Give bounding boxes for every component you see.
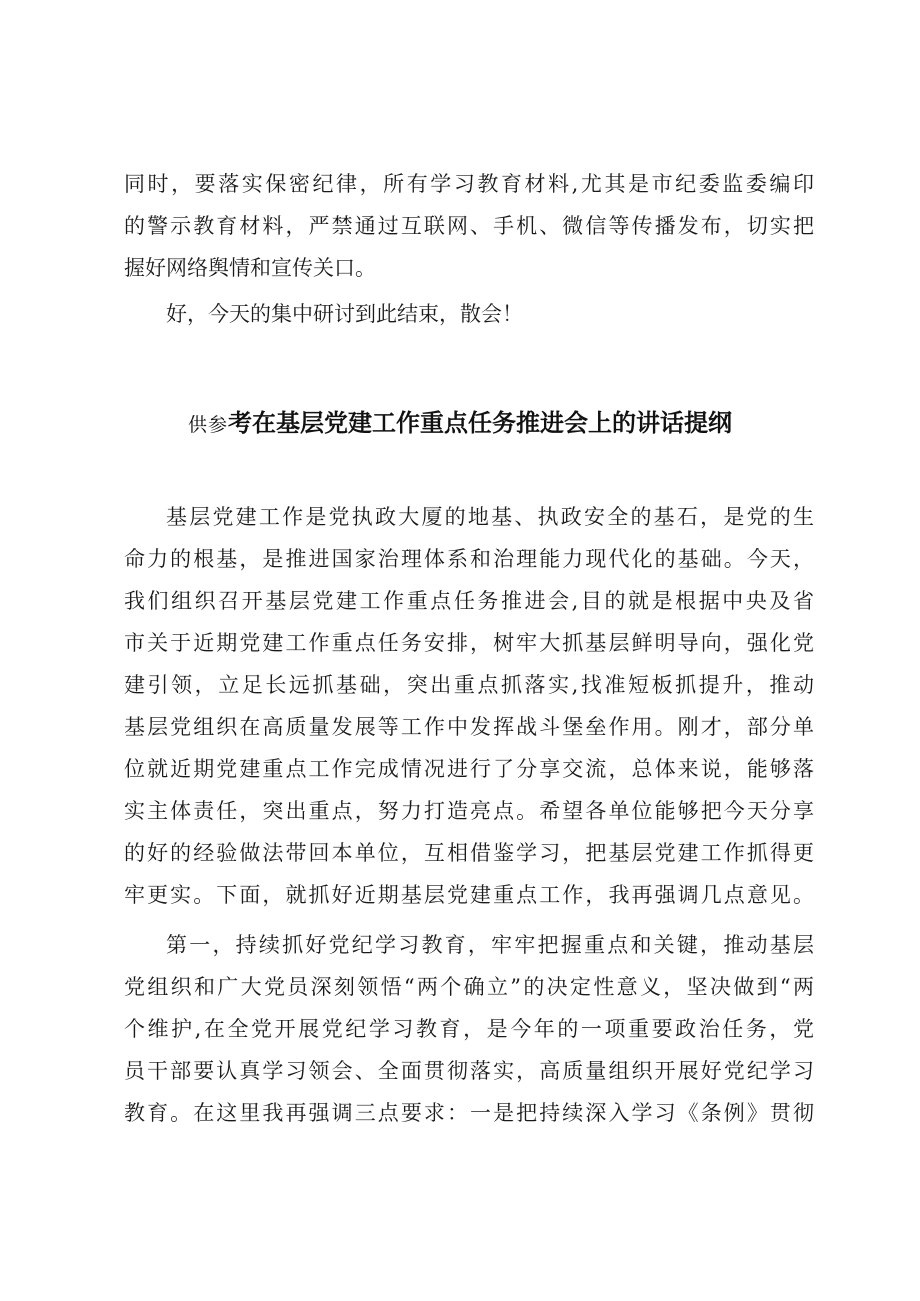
title-main: 考在基层党建工作重点任务推进会上的讲话提纲 — [228, 409, 732, 437]
paragraph-2-line: 党组织和广大党员深刻领悟“两个确立”的决定性意义，坚决做到“两 — [124, 975, 814, 999]
page-title — [0, 403, 920, 438]
paragraph-1-line: 我们组织召开基层党建工作重点任务推进会,目的就是根据中央及省 — [124, 589, 814, 613]
paragraph-1-line: 基层党组织在高质量发展等工作中发挥战斗堡垒作用。刚才，部分单 — [124, 715, 814, 739]
paragraph-1-line: 实主体责任，突出重点，努力打造亮点。希望各单位能够把今天分享 — [124, 799, 814, 823]
title-prefix: 供参 — [187, 414, 228, 436]
top-paragraph-line: 握好网络舆情和宣传关口。 — [124, 256, 376, 280]
paragraph-1-line: 牢更实。下面，就抓好近期基层党建重点工作，我再强调几点意见。 — [124, 883, 814, 907]
paragraph-2-line: 第一，持续抓好党纪学习教育，牢牢把握重点和关键，推动基层 — [166, 933, 814, 957]
top-paragraph-line: 同时，要落实保密纪律，所有学习教育材料,尤其是市纪委监委编印 — [124, 172, 814, 196]
paragraph-1-line: 位就近期党建重点工作完成情况进行了分享交流，总体来说，能够落 — [124, 757, 814, 781]
closing-line: 好，今天的集中研讨到此结束，散会！ — [166, 302, 523, 326]
top-paragraph-line: 的警示教育材料，严禁通过互联网、手机、微信等传播发布，切实把 — [124, 214, 814, 238]
paragraph-1-line: 基层党建工作是党执政大厦的地基、执政安全的基石，是党的生 — [166, 505, 814, 529]
paragraph-1-line: 命力的根基，是推进国家治理体系和治理能力现代化的基础。今天， — [124, 547, 814, 571]
paragraph-2-line: 个维护,在全党开展党纪学习教育，是今年的一项重要政治任务，党 — [124, 1017, 814, 1041]
paragraph-2-line: 教育。在这里我再强调三点要求：一是把持续深入学习《条例》贯彻 — [124, 1101, 814, 1125]
paragraph-1-line: 的好的经验做法带回本单位，互相借鉴学习，把基层党建工作抓得更 — [124, 841, 814, 865]
paragraph-1-line: 建引领，立足长远抓基础，突出重点抓落实,找准短板抓提升，推动 — [124, 673, 814, 697]
paragraph-1-line: 市关于近期党建工作重点任务安排，树牢大抓基层鲜明导向，强化党 — [124, 631, 814, 655]
paragraph-2-line: 员干部要认真学习领会、全面贯彻落实，高质量组织开展好党纪学习 — [124, 1059, 814, 1083]
